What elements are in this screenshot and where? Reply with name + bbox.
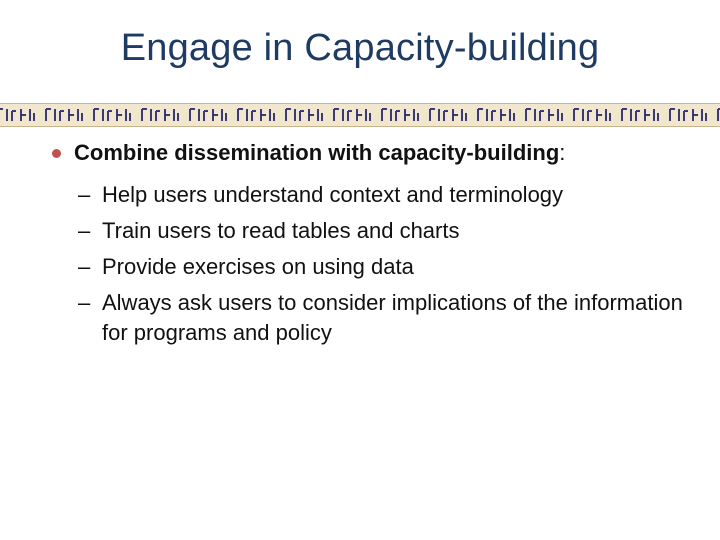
sub-bullet-item bbox=[48, 288, 688, 348]
bullet-dot-icon bbox=[52, 149, 61, 158]
dash-icon: – bbox=[78, 182, 91, 207]
band-motif bbox=[670, 109, 706, 121]
band-motif bbox=[526, 109, 562, 121]
band-motif bbox=[430, 109, 466, 121]
slide-title: Engage in Capacity-building bbox=[120, 27, 600, 69]
dash-icon: – bbox=[78, 290, 91, 315]
band-motif bbox=[334, 109, 370, 121]
band-motif bbox=[142, 109, 178, 121]
sub-bullet-list bbox=[48, 180, 688, 348]
sub-bullet-text: Train users to read tables and charts bbox=[102, 218, 460, 243]
dash-icon: – bbox=[78, 218, 91, 243]
slide-content bbox=[48, 138, 688, 354]
band-motif bbox=[238, 109, 274, 121]
sub-bullet-item bbox=[48, 180, 688, 210]
main-bullet-bold: Combine dissemination with capacity-building bbox=[74, 140, 560, 165]
band-motif bbox=[46, 109, 82, 121]
band-motif bbox=[382, 109, 418, 121]
band-pattern bbox=[0, 104, 720, 126]
band-motif bbox=[190, 109, 226, 121]
band-motif bbox=[0, 109, 34, 121]
band-motif bbox=[94, 109, 130, 121]
sub-bullet-item bbox=[48, 252, 688, 282]
sub-bullet-text: Provide exercises on using data bbox=[102, 254, 414, 279]
band-motif bbox=[286, 109, 322, 121]
band-motif bbox=[478, 109, 514, 121]
sub-bullet-text: Help users understand context and terminology bbox=[102, 182, 564, 207]
decorative-band bbox=[0, 103, 720, 127]
main-bullet-suffix: : bbox=[559, 140, 566, 165]
band-motif bbox=[574, 109, 610, 121]
band-motif bbox=[622, 109, 658, 121]
sub-bullet-text: Always ask users to consider implications of the information for programs and policy bbox=[102, 290, 683, 345]
sub-bullet-item bbox=[48, 216, 688, 246]
dash-icon: – bbox=[78, 254, 91, 279]
main-bullet bbox=[48, 138, 688, 168]
